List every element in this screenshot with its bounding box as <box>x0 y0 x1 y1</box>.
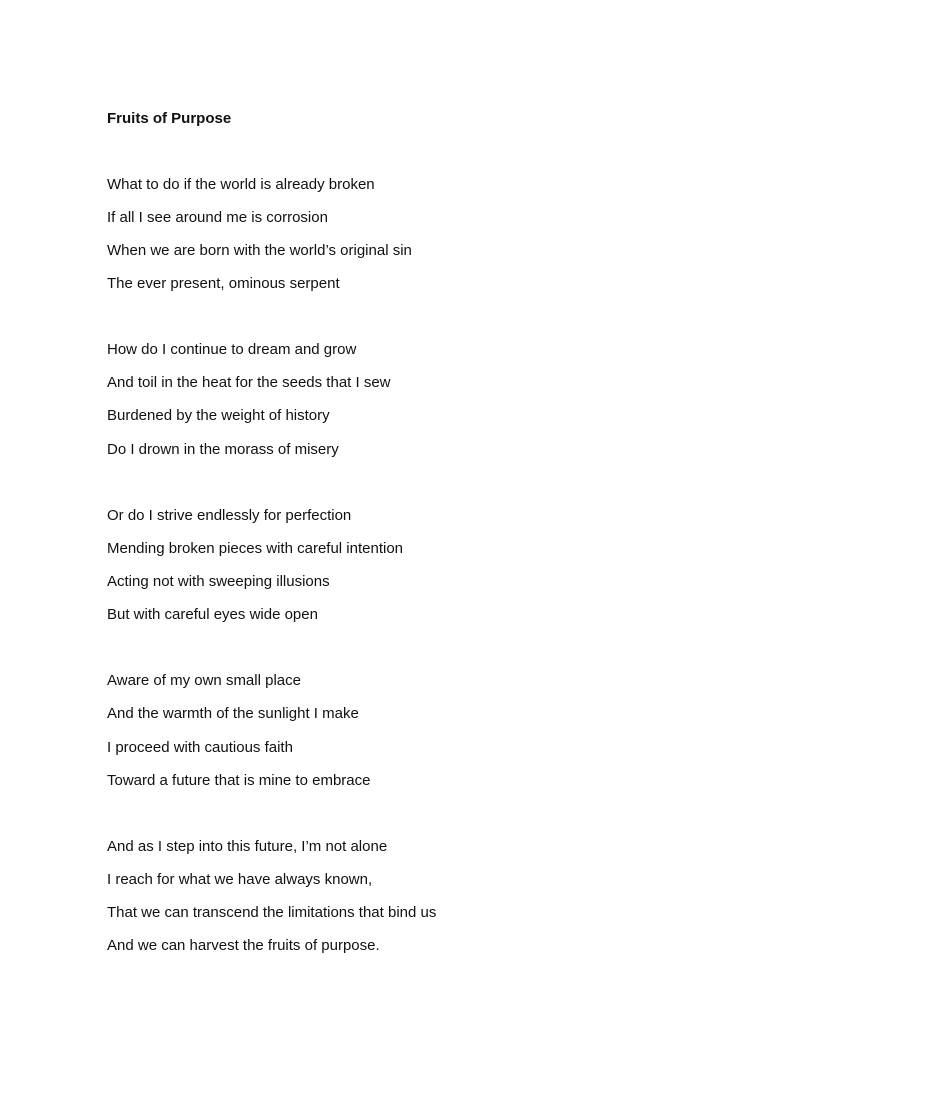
poem-title: Fruits of Purpose <box>107 110 232 127</box>
stanza-1-line-1: What to do if the world is already broken <box>107 176 375 193</box>
stanza-1-line-4: The ever present, ominous serpent <box>107 275 340 292</box>
stanza-2-line-3: Burdened by the weight of history <box>107 407 330 424</box>
stanza-1-line-2: If all I see around me is corrosion <box>107 209 328 226</box>
stanza-1-line-3: When we are born with the world’s original sin <box>107 242 412 259</box>
stanza-5-line-2: I reach for what we have always known, <box>107 871 373 888</box>
stanza-2-line-1: How do I continue to dream and grow <box>107 341 357 358</box>
stanza-4-line-1: Aware of my own small place <box>107 672 301 689</box>
stanza-2-line-4: Do I drown in the morass of misery <box>107 441 339 458</box>
stanza-4-line-2: And the warmth of the sunlight I make <box>107 705 359 722</box>
stanza-3-line-3: Acting not with sweeping illusions <box>107 573 330 590</box>
stanza-5-line-4: And we can harvest the fruits of purpose. <box>107 937 380 954</box>
stanza-3-line-2: Mending broken pieces with careful intention <box>107 540 404 557</box>
stanza-3-line-1: Or do I strive endlessly for perfection <box>107 507 352 524</box>
stanza-4-line-3: I proceed with cautious faith <box>107 739 293 756</box>
stanza-3-line-4: But with careful eyes wide open <box>107 606 318 623</box>
stanza-2-line-2: And toil in the heat for the seeds that I sew <box>107 374 391 391</box>
stanza-5-line-1: And as I step into this future, I’m not alone <box>107 838 388 855</box>
stanza-4-line-4: Toward a future that is mine to embrace <box>107 772 371 789</box>
stanza-5-line-3: That we can transcend the limitations that bind us <box>107 904 437 921</box>
